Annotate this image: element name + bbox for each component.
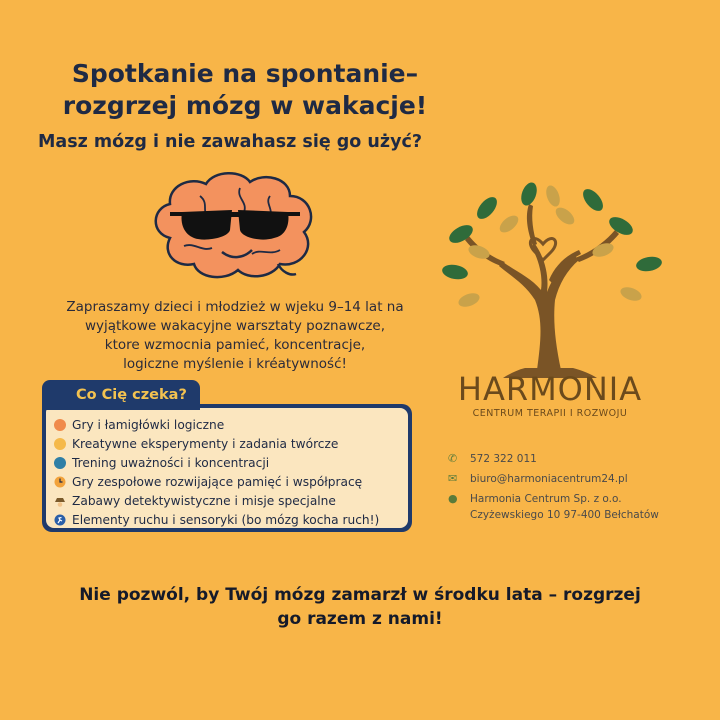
brand-tagline: CENTRUM TERAPII I ROZWOJU bbox=[472, 408, 628, 419]
question-subtitle: Masz mózg i nie zawahasz się go użyć? bbox=[37, 132, 423, 152]
offer-item-text: Elementy ruchu i sensoryki (bo mózg kocha ruch!) bbox=[72, 512, 380, 527]
brand-name: HARMONIA bbox=[457, 370, 643, 408]
offer-item-text: Gry zespołowe rozwijające pamięć i współpracę bbox=[72, 474, 363, 489]
offer-card-title: Co Cię czeka? bbox=[42, 380, 200, 410]
company-name: Harmonia Centrum Sp. z o.o. bbox=[470, 493, 622, 505]
offer-item bbox=[54, 415, 400, 434]
mail-icon: ✉ bbox=[448, 472, 458, 485]
offer-item-text: Zabawy detektywistyczne i misje specjalne bbox=[72, 493, 336, 508]
closing-line-2: go razem z nami! bbox=[277, 609, 443, 629]
intro-line-1: Zapraszamy dzieci i młodzież w wjeku 9–14 lat na bbox=[66, 299, 404, 315]
address-lines bbox=[470, 492, 659, 524]
offer-card-body bbox=[42, 404, 412, 532]
offer-item bbox=[54, 491, 400, 510]
brain-sunglasses-icon bbox=[140, 168, 330, 286]
blue-dot-icon bbox=[54, 457, 66, 469]
headline bbox=[40, 58, 450, 122]
contact-email bbox=[448, 472, 698, 486]
intro-line-4: logiczne myślenie i kréatywność! bbox=[123, 356, 347, 372]
street-address: Czyżewskiego 10 97-400 Bełchatów bbox=[470, 509, 659, 521]
phone-icon: ✆ bbox=[448, 452, 458, 465]
detective-icon bbox=[54, 495, 66, 507]
phone-number[interactable]: 572 322 011 bbox=[470, 453, 537, 465]
email-address[interactable]: biuro@harmoniacentrum24.pl bbox=[470, 473, 628, 485]
yellow-dot-icon bbox=[54, 438, 66, 450]
clock-icon bbox=[54, 476, 66, 488]
contact-block bbox=[448, 452, 698, 530]
intro-text bbox=[40, 298, 430, 374]
closing-message bbox=[40, 583, 680, 631]
contact-phone bbox=[448, 452, 698, 466]
headline-line-2: rozgrzej mózg w wakacje! bbox=[62, 91, 428, 120]
location-pin-icon: ● bbox=[448, 492, 458, 505]
orange-dot-icon bbox=[54, 419, 66, 431]
running-icon bbox=[54, 514, 66, 526]
offer-item-text: Gry i łamigłówki logiczne bbox=[72, 417, 225, 432]
offer-item-text: Trening uważności i koncentracji bbox=[72, 455, 270, 470]
offer-item bbox=[54, 434, 400, 453]
tree-logo-icon bbox=[425, 180, 675, 380]
offer-list bbox=[46, 408, 408, 528]
contact-address bbox=[448, 492, 698, 524]
offer-item-text: Kreatywne eksperymenty i zadania twórcze bbox=[72, 436, 339, 451]
headline-line-1: Spotkanie na spontanie– bbox=[71, 59, 419, 88]
offer-item bbox=[54, 510, 400, 529]
offer-item bbox=[54, 472, 400, 491]
closing-line-1: Nie pozwól, by Twój mózg zamarzł w środku lata – rozgrzej bbox=[79, 585, 641, 605]
intro-line-3: ktore wzmocnia pamieć, koncentracje, bbox=[104, 337, 366, 353]
offer-card bbox=[42, 380, 412, 532]
intro-line-2: wyjątkowe wakacyjne warsztaty poznawcze, bbox=[84, 318, 386, 334]
offer-item bbox=[54, 453, 400, 472]
